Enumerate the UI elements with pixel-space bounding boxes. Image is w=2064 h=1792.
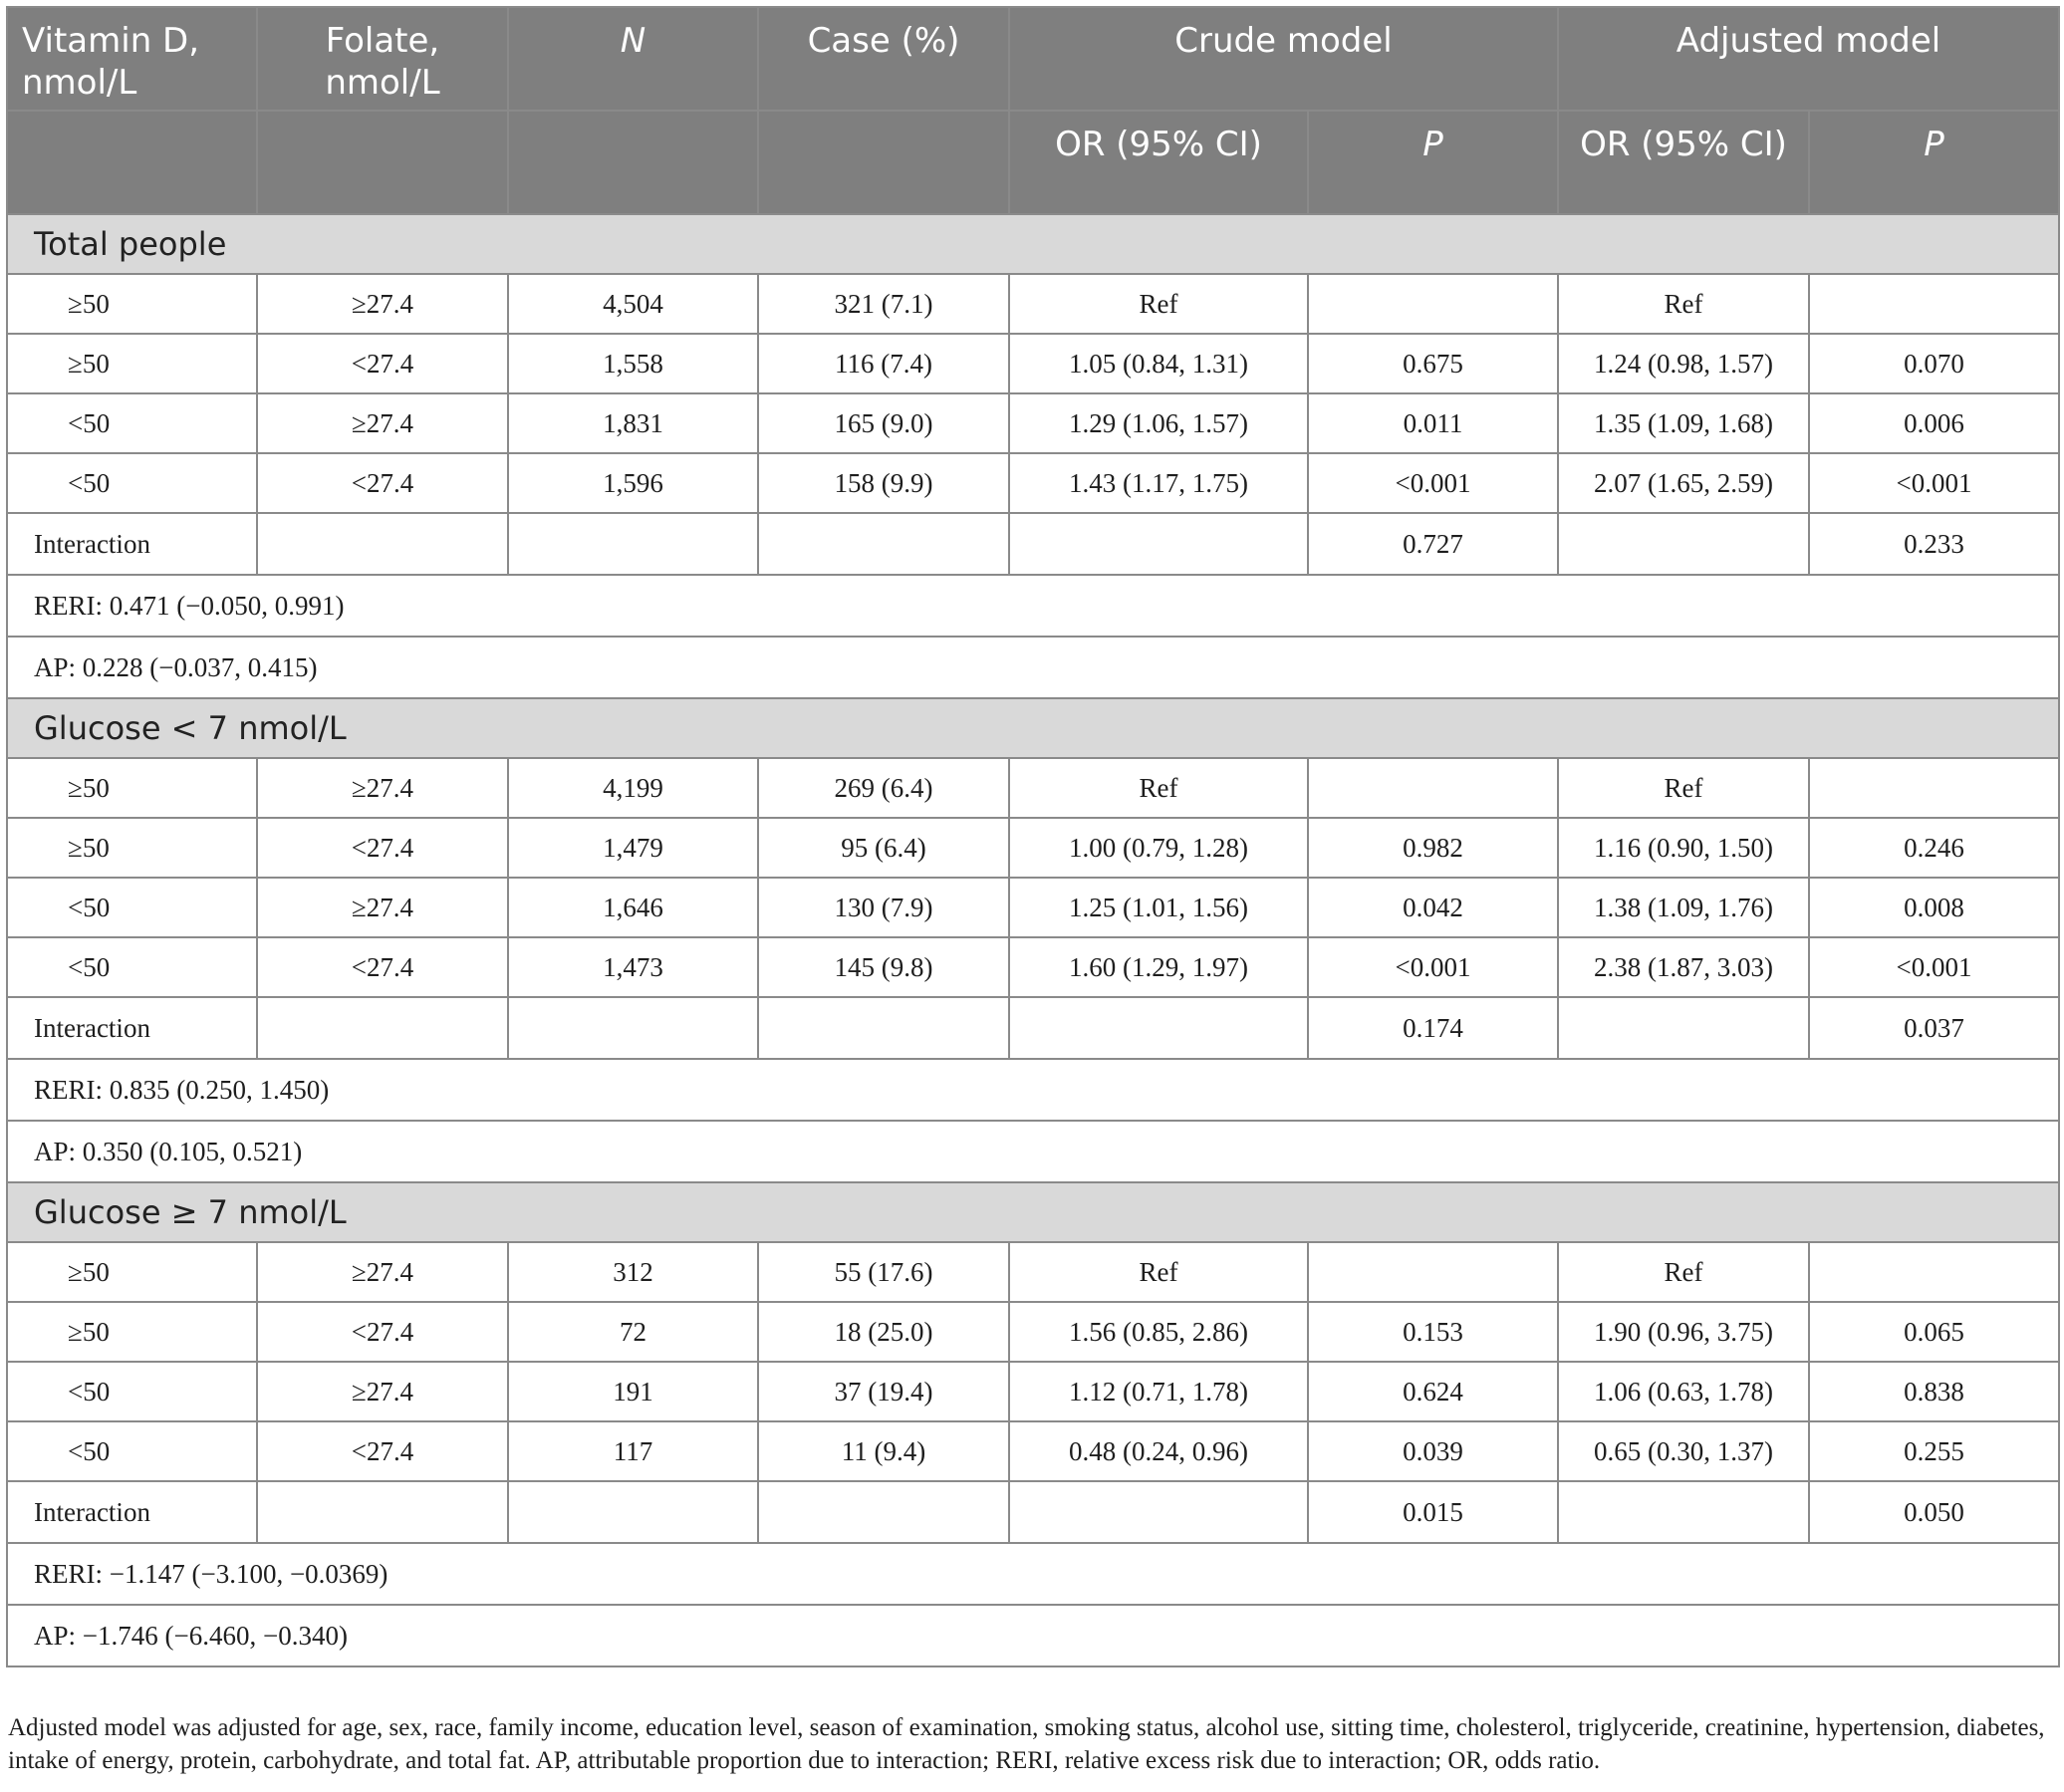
- cell-adjusted-or: 1.35 (1.09, 1.68): [1558, 393, 1809, 453]
- cell-folate: <27.4: [257, 334, 508, 393]
- cell-empty: [508, 997, 758, 1059]
- col-header-adjusted-or: OR (95% CI): [1558, 111, 1809, 214]
- cell-adjusted-p: [1809, 274, 2059, 334]
- cell-empty: [1558, 513, 1809, 575]
- cell-crude-or: 1.12 (0.71, 1.78): [1009, 1362, 1308, 1421]
- section-header-row: [7, 214, 2059, 274]
- cell-crude-p: [1308, 1242, 1558, 1302]
- cell-empty: [257, 1481, 508, 1543]
- cell-folate: ≥27.4: [257, 1362, 508, 1421]
- cell-adjusted-p: <0.001: [1809, 453, 2059, 513]
- cell-vitamin-d: <50: [7, 937, 257, 997]
- cell-adjusted-p: 0.070: [1809, 334, 2059, 393]
- cell-n: 312: [508, 1242, 758, 1302]
- cell-empty: [1558, 997, 1809, 1059]
- cell-crude-p: 0.675: [1308, 334, 1558, 393]
- cell-n: 4,199: [508, 758, 758, 818]
- cell-crude-p: <0.001: [1308, 453, 1558, 513]
- cell-empty: [1558, 1481, 1809, 1543]
- interaction-crude-p: 0.174: [1308, 997, 1558, 1059]
- interaction-label: Interaction: [7, 997, 257, 1059]
- interaction-label: Interaction: [7, 513, 257, 575]
- cell-case: 37 (19.4): [758, 1362, 1009, 1421]
- cell-empty: [758, 1481, 1009, 1543]
- cell-crude-p: 0.624: [1308, 1362, 1558, 1421]
- table-row: [7, 1362, 2059, 1421]
- cell-adjusted-p: 0.006: [1809, 393, 2059, 453]
- cell-crude-or: Ref: [1009, 274, 1308, 334]
- interaction-row: [7, 513, 2059, 575]
- cell-n: 1,479: [508, 818, 758, 878]
- cell-empty: [508, 513, 758, 575]
- cell-n: 1,831: [508, 393, 758, 453]
- cell-empty: [1009, 997, 1308, 1059]
- col-header-crude-p: P: [1308, 111, 1558, 214]
- cell-crude-or: Ref: [1009, 758, 1308, 818]
- cell-adjusted-p: <0.001: [1809, 937, 2059, 997]
- table-row: [7, 334, 2059, 393]
- cell-folate: ≥27.4: [257, 393, 508, 453]
- table-row: [7, 758, 2059, 818]
- cell-adjusted-or: 1.90 (0.96, 3.75): [1558, 1302, 1809, 1362]
- cell-adjusted-p: [1809, 1242, 2059, 1302]
- table-row: [7, 393, 2059, 453]
- cell-adjusted-p: [1809, 758, 2059, 818]
- interaction-adjusted-p: 0.233: [1809, 513, 2059, 575]
- interaction-row: [7, 1481, 2059, 1543]
- reri-row: [7, 1059, 2059, 1121]
- cell-adjusted-p: 0.255: [1809, 1421, 2059, 1481]
- cell-n: 1,558: [508, 334, 758, 393]
- cell-crude-or: 0.48 (0.24, 0.96): [1009, 1421, 1308, 1481]
- ap-value: AP: 0.350 (0.105, 0.521): [7, 1121, 2059, 1182]
- cell-crude-p: 0.153: [1308, 1302, 1558, 1362]
- cell-crude-or: 1.56 (0.85, 2.86): [1009, 1302, 1308, 1362]
- cell-crude-p: 0.011: [1308, 393, 1558, 453]
- col-header-n: N: [508, 7, 758, 111]
- cell-adjusted-or: Ref: [1558, 274, 1809, 334]
- cell-vitamin-d: ≥50: [7, 274, 257, 334]
- cell-n: 1,646: [508, 878, 758, 937]
- cell-empty: [758, 513, 1009, 575]
- ap-row: [7, 1121, 2059, 1182]
- cell-adjusted-p: 0.838: [1809, 1362, 2059, 1421]
- table-row: [7, 1242, 2059, 1302]
- cell-n: 191: [508, 1362, 758, 1421]
- cell-case: 18 (25.0): [758, 1302, 1009, 1362]
- cell-vitamin-d: <50: [7, 1362, 257, 1421]
- section-title: Glucose ≥ 7 nmol/L: [7, 1182, 2059, 1242]
- cell-adjusted-or: Ref: [1558, 1242, 1809, 1302]
- ap-value: AP: −1.746 (−6.460, −0.340): [7, 1605, 2059, 1666]
- table-row: [7, 878, 2059, 937]
- cell-n: 117: [508, 1421, 758, 1481]
- cell-empty: [1009, 513, 1308, 575]
- cell-n: 72: [508, 1302, 758, 1362]
- ap-value: AP: 0.228 (−0.037, 0.415): [7, 637, 2059, 698]
- cell-adjusted-p: 0.008: [1809, 878, 2059, 937]
- cell-case: 55 (17.6): [758, 1242, 1009, 1302]
- cell-vitamin-d: <50: [7, 453, 257, 513]
- cell-case: 95 (6.4): [758, 818, 1009, 878]
- cell-adjusted-or: Ref: [1558, 758, 1809, 818]
- table-row: [7, 818, 2059, 878]
- interaction-adjusted-p: 0.050: [1809, 1481, 2059, 1543]
- section-title: Total people: [7, 214, 2059, 274]
- table-row: [7, 1302, 2059, 1362]
- header-empty-cell: [508, 111, 758, 214]
- reri-value: RERI: 0.835 (0.250, 1.450): [7, 1059, 2059, 1121]
- cell-crude-or: 1.00 (0.79, 1.28): [1009, 818, 1308, 878]
- cell-folate: <27.4: [257, 453, 508, 513]
- cell-empty: [508, 1481, 758, 1543]
- col-header-case: Case (%): [758, 7, 1009, 111]
- col-header-crude-model: Crude model: [1009, 7, 1558, 111]
- table-row: [7, 274, 2059, 334]
- interaction-crude-p: 0.727: [1308, 513, 1558, 575]
- table-body: [7, 214, 2059, 1666]
- reri-row: [7, 575, 2059, 637]
- cell-crude-p: 0.039: [1308, 1421, 1558, 1481]
- cell-adjusted-or: 1.06 (0.63, 1.78): [1558, 1362, 1809, 1421]
- reri-row: [7, 1543, 2059, 1605]
- cell-case: 116 (7.4): [758, 334, 1009, 393]
- cell-crude-p: 0.042: [1308, 878, 1558, 937]
- interaction-adjusted-p: 0.037: [1809, 997, 2059, 1059]
- header-empty-cell: [7, 111, 257, 214]
- cell-folate: ≥27.4: [257, 878, 508, 937]
- cell-vitamin-d: ≥50: [7, 1242, 257, 1302]
- cell-folate: ≥27.4: [257, 758, 508, 818]
- cell-case: 321 (7.1): [758, 274, 1009, 334]
- cell-empty: [257, 997, 508, 1059]
- table-row: [7, 937, 2059, 997]
- col-header-folate: Folate, nmol/L: [257, 7, 508, 111]
- results-table-container: [6, 6, 2058, 1667]
- header-empty-cell: [257, 111, 508, 214]
- col-header-adjusted-model: Adjusted model: [1558, 7, 2059, 111]
- table-row: [7, 1421, 2059, 1481]
- cell-adjusted-or: 1.38 (1.09, 1.76): [1558, 878, 1809, 937]
- cell-adjusted-or: 0.65 (0.30, 1.37): [1558, 1421, 1809, 1481]
- cell-crude-p: [1308, 758, 1558, 818]
- header-row-1: [7, 7, 2059, 111]
- cell-crude-or: 1.29 (1.06, 1.57): [1009, 393, 1308, 453]
- section-header-row: [7, 1182, 2059, 1242]
- interaction-row: [7, 997, 2059, 1059]
- table-row: [7, 453, 2059, 513]
- col-header-adjusted-p: P: [1809, 111, 2059, 214]
- cell-case: 269 (6.4): [758, 758, 1009, 818]
- table-footnote: Adjusted model was adjusted for age, sex, race, family income, education level, season of examination, smoking status, alcohol use, sitting time, cholesterol, triglyceride, creatinine, hypertension, diabetes, intake of energy, protein, carbohydrate, and total fat. AP, attributable proportion due to interaction; RERI, relative excess risk due to interaction; OR, odds ratio.: [8, 1714, 2045, 1774]
- reri-value: RERI: −1.147 (−3.100, −0.0369): [7, 1543, 2059, 1605]
- cell-folate: ≥27.4: [257, 274, 508, 334]
- col-header-vitamin-d: Vitamin D, nmol/L: [7, 7, 257, 111]
- cell-crude-or: 1.25 (1.01, 1.56): [1009, 878, 1308, 937]
- cell-n: 1,596: [508, 453, 758, 513]
- cell-folate: <27.4: [257, 937, 508, 997]
- cell-folate: <27.4: [257, 818, 508, 878]
- cell-vitamin-d: ≥50: [7, 1302, 257, 1362]
- cell-crude-or: 1.05 (0.84, 1.31): [1009, 334, 1308, 393]
- cell-crude-p: [1308, 274, 1558, 334]
- cell-vitamin-d: <50: [7, 393, 257, 453]
- cell-n: 1,473: [508, 937, 758, 997]
- reri-value: RERI: 0.471 (−0.050, 0.991): [7, 575, 2059, 637]
- ap-row: [7, 637, 2059, 698]
- cell-empty: [1009, 1481, 1308, 1543]
- cell-case: 158 (9.9): [758, 453, 1009, 513]
- col-header-crude-or: OR (95% CI): [1009, 111, 1308, 214]
- ap-row: [7, 1605, 2059, 1666]
- section-title: Glucose < 7 nmol/L: [7, 698, 2059, 758]
- cell-n: 4,504: [508, 274, 758, 334]
- cell-vitamin-d: <50: [7, 878, 257, 937]
- cell-vitamin-d: ≥50: [7, 818, 257, 878]
- cell-case: 130 (7.9): [758, 878, 1009, 937]
- cell-folate: ≥27.4: [257, 1242, 508, 1302]
- cell-folate: <27.4: [257, 1421, 508, 1481]
- interaction-label: Interaction: [7, 1481, 257, 1543]
- cell-crude-or: 1.43 (1.17, 1.75): [1009, 453, 1308, 513]
- cell-adjusted-p: 0.065: [1809, 1302, 2059, 1362]
- cell-vitamin-d: ≥50: [7, 758, 257, 818]
- cell-adjusted-or: 2.38 (1.87, 3.03): [1558, 937, 1809, 997]
- cell-crude-p: <0.001: [1308, 937, 1558, 997]
- cell-crude-or: 1.60 (1.29, 1.97): [1009, 937, 1308, 997]
- cell-case: 165 (9.0): [758, 393, 1009, 453]
- cell-empty: [257, 513, 508, 575]
- cell-crude-p: 0.982: [1308, 818, 1558, 878]
- cell-vitamin-d: ≥50: [7, 334, 257, 393]
- section-header-row: [7, 698, 2059, 758]
- cell-crude-or: Ref: [1009, 1242, 1308, 1302]
- cell-case: 145 (9.8): [758, 937, 1009, 997]
- cell-empty: [758, 997, 1009, 1059]
- cell-adjusted-or: 1.24 (0.98, 1.57): [1558, 334, 1809, 393]
- cell-adjusted-p: 0.246: [1809, 818, 2059, 878]
- cell-adjusted-or: 1.16 (0.90, 1.50): [1558, 818, 1809, 878]
- cell-folate: <27.4: [257, 1302, 508, 1362]
- header-empty-cell: [758, 111, 1009, 214]
- interaction-crude-p: 0.015: [1308, 1481, 1558, 1543]
- cell-adjusted-or: 2.07 (1.65, 2.59): [1558, 453, 1809, 513]
- interaction-table: [6, 6, 2060, 1667]
- cell-case: 11 (9.4): [758, 1421, 1009, 1481]
- cell-vitamin-d: <50: [7, 1421, 257, 1481]
- header-row-2: [7, 111, 2059, 214]
